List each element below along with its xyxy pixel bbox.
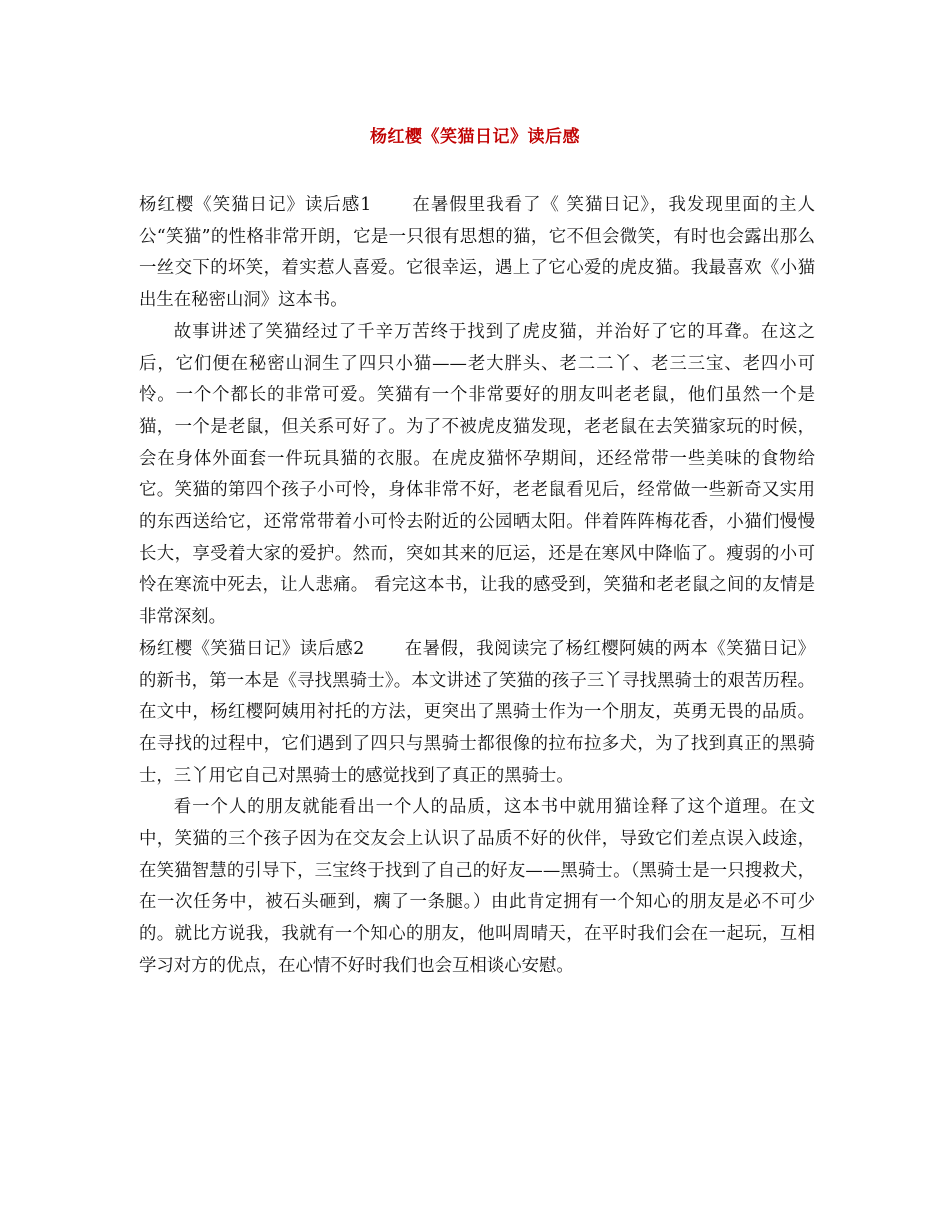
section-2-heading: 杨红樱《笑猫日记》读后感2 — [139, 638, 365, 659]
section-1-lead-paragraph — [139, 190, 815, 317]
section-1-lead-text: 在暑假里我看了《 笑猫日记》，我发现里面的主人公“笑猫”的性格非常开朗，它是一只很有思想的猫，它不但会微笑，有时也会露出那么一丝交下的坏笑，着实惹人喜爱。它很幸运，遇上了它心爱的虎皮猫。我最喜欢《小猫出生在秘密山洞》这本书。 — [139, 195, 815, 311]
document-title: 杨红樱《笑猫日记》读后感 — [370, 127, 580, 147]
document-body — [139, 190, 815, 983]
section-1-heading: 杨红樱《笑猫日记》读后感1 — [139, 195, 372, 215]
section-1-paragraph: 故事讲述了笑猫经过了千辛万苦终于找到了虎皮猫，并治好了它的耳聋。在这之后，它们便在秘密山洞生了四只小猫——老大胖头、老二二丫、老三三宝、老四小可怜。一个个都长的非常可爱。笑猫有一个非常要好的朋友叫老老鼠，他们虽然一个是猫，一个是老鼠，但关系可好了。为了不被虎皮猫发现，老老鼠在去笑猫家玩的时候，会在身体外面套一件玩具猫的衣服。在虎皮猫怀孕期间，还经常带一些美味的食物给它。笑猫的第四个孩子小可怜，身体非常不好，老老鼠看见后，经常做一些新奇又实用的东西送给它，还常常带着小可怜去附近的公园晒太阳。伴着阵阵梅花香，小猫们慢慢长大，享受着大家的爱护。然而，突如其来的厄运，还是在寒风中降临了。瘦弱的小可怜在寒流中死去，让人悲痛。 看完这本书，让我的感受到，笑猫和老老鼠之间的友情是非常深刻。 — [139, 321, 815, 628]
section-2-lead-text: 在暑假，我阅读完了杨红樱阿姨的两本《笑猫日记》的新书，第一本是《寻找黑骑士》。本文讲述了笑猫的孩子三丫寻找黑骑士的艰苦历程。在文中，杨红樱阿姨用衬托的方法，更突出了黑骑士作为一个朋友，英勇无畏的品质。在寻找的过程中，它们遇到了四只与黑骑士都很像的拉布拉多犬，为了找到真正的黑骑士，三丫用它自己对黑骑士的感觉找到了真正的黑骑士。 — [139, 638, 815, 786]
section-2-paragraph: 看一个人的朋友就能看出一个人的品质，这本书中就用猫诠释了这个道理。在文中，笑猫的三个孩子因为在交友会上认识了品质不好的伙伴，导致它们差点误入歧途，在笑猫智慧的引导下，三宝终于找到了自己的好友——黑骑士。（黑骑士是一只搜救犬，在一次任务中，被石头砸到，瘸了一条腿。）由此肯定拥有一个知心的朋友是必不可少的。就比方说我，我就有一个知心的朋友，他叫周晴天，在平时我们会在一起玩，互相学习对方的优点，在心情不好时我们也会互相谈心安慰。 — [139, 797, 815, 976]
section-2-lead-paragraph — [139, 634, 815, 793]
